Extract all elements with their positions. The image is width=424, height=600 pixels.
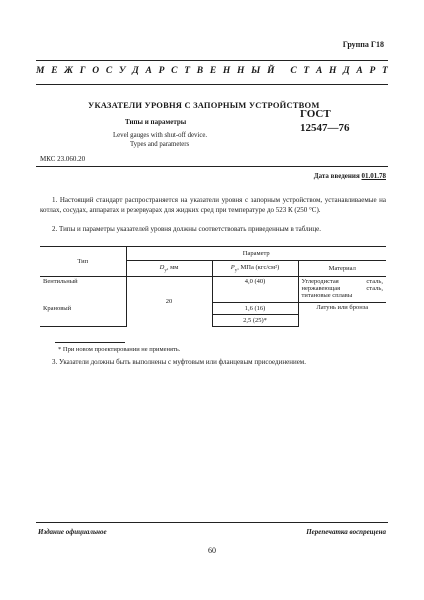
paragraph-3: 3. Указатели должны быть выполнены с муфтовым или фланцевым присоединением. (52, 358, 306, 366)
banner-letter: Т (303, 66, 310, 76)
gost-label: ГОСТ (300, 108, 331, 120)
introduction-date (314, 172, 386, 180)
banner-letter: О (92, 66, 100, 76)
table-cell-material-1: Углеродистая сталь, нержавеющая сталь, титановые сплавы (298, 277, 386, 303)
header-divider (36, 166, 388, 167)
mks-code: МКС 23.060.20 (40, 155, 86, 163)
table-header-parameter: Параметр (126, 247, 386, 261)
banner-letter: Т (184, 66, 191, 76)
group-code: Группа Г18 (342, 40, 384, 49)
banner-letter: Н (222, 66, 231, 76)
banner-letter: А (315, 66, 323, 76)
banner-letter: С (290, 66, 297, 76)
banner-letter: А (356, 66, 363, 76)
footer-rule (36, 522, 388, 523)
banner-letter: В (196, 66, 204, 76)
banner-letter: Е (209, 66, 217, 76)
banner-letter (281, 66, 283, 76)
table-header-dy: $D_y$, мм (126, 261, 212, 277)
banner-letter: Р (369, 66, 376, 76)
intro-date-value: 01.01.78 (361, 172, 386, 180)
banner-letter: Т (382, 66, 388, 76)
table-cell-type-cock: Крановый (43, 305, 72, 312)
table-header-py: $P_y$, МПа (кгс/см²) (212, 261, 298, 277)
footer-reprint-notice: Перепечатка воспрещена (306, 528, 386, 536)
table-cell-type-valve: Вентильный (43, 278, 78, 285)
banner-letter: С (105, 66, 113, 76)
banner-letter: М (36, 66, 45, 76)
banner-bottom-rule (36, 84, 388, 85)
banner-letter: А (145, 66, 152, 76)
standard-banner (36, 66, 388, 76)
table-header-type: Тип (40, 247, 126, 277)
banner-letter: Й (267, 66, 275, 76)
banner-letter: Д (343, 66, 350, 76)
banner-letter: У (118, 66, 126, 76)
table-cell-material-2: Латунь или бронза (298, 303, 386, 327)
page-number: 60 (208, 546, 216, 555)
document-title: УКАЗАТЕЛИ УРОВНЯ С ЗАПОРНЫМ УСТРОЙСТВОМ (88, 100, 320, 110)
banner-letter: С (171, 66, 178, 76)
gost-number: 12547—76 (300, 122, 350, 134)
banner-letter: Н (329, 66, 337, 76)
intro-date-label: Дата введения (313, 172, 362, 180)
footer-official-edition: Издание официальное (38, 528, 107, 536)
banner-letter: Р (158, 66, 165, 76)
english-title-line2: Types and parameters (130, 141, 190, 148)
table-cell-py-1: 4,0 (40) (212, 277, 298, 303)
table-header-material: Материал (298, 261, 386, 277)
paragraph-2: 2. Типы и параметры указателей уровня должны соответствовать приведенным в таблице. (52, 225, 322, 233)
table-cell-py-2: 1,6 (16) (212, 303, 298, 315)
footnote: * При новом проектировании не применять. (58, 346, 181, 353)
banner-letter: Д (132, 66, 139, 76)
paragraph-1: 1. Настоящий стандарт распространяется на указатели уровня с запорным устройством, устанавливаемые на котлах, сосудах, аппаратах и резервуарах для жидких сред при температуре до 523 К (250 °С). (40, 196, 386, 214)
table-cell-dy: 20 (126, 277, 212, 327)
banner-letter: Е (51, 66, 58, 76)
table-cell-py-3: 2,5 (25)* (212, 315, 298, 327)
banner-letter: Г (79, 66, 86, 76)
banner-top-rule (36, 60, 388, 61)
table-cell-empty (40, 315, 126, 327)
english-title-line1: Level gauges with shut-off device. (113, 132, 208, 139)
banner-letter: Ы (251, 66, 261, 76)
banner-letter: Н (237, 66, 245, 76)
banner-letter: Ж (64, 66, 73, 76)
footnote-rule (55, 342, 125, 343)
parameters-table (40, 246, 386, 327)
document-subtitle: Типы и параметры (125, 118, 187, 126)
